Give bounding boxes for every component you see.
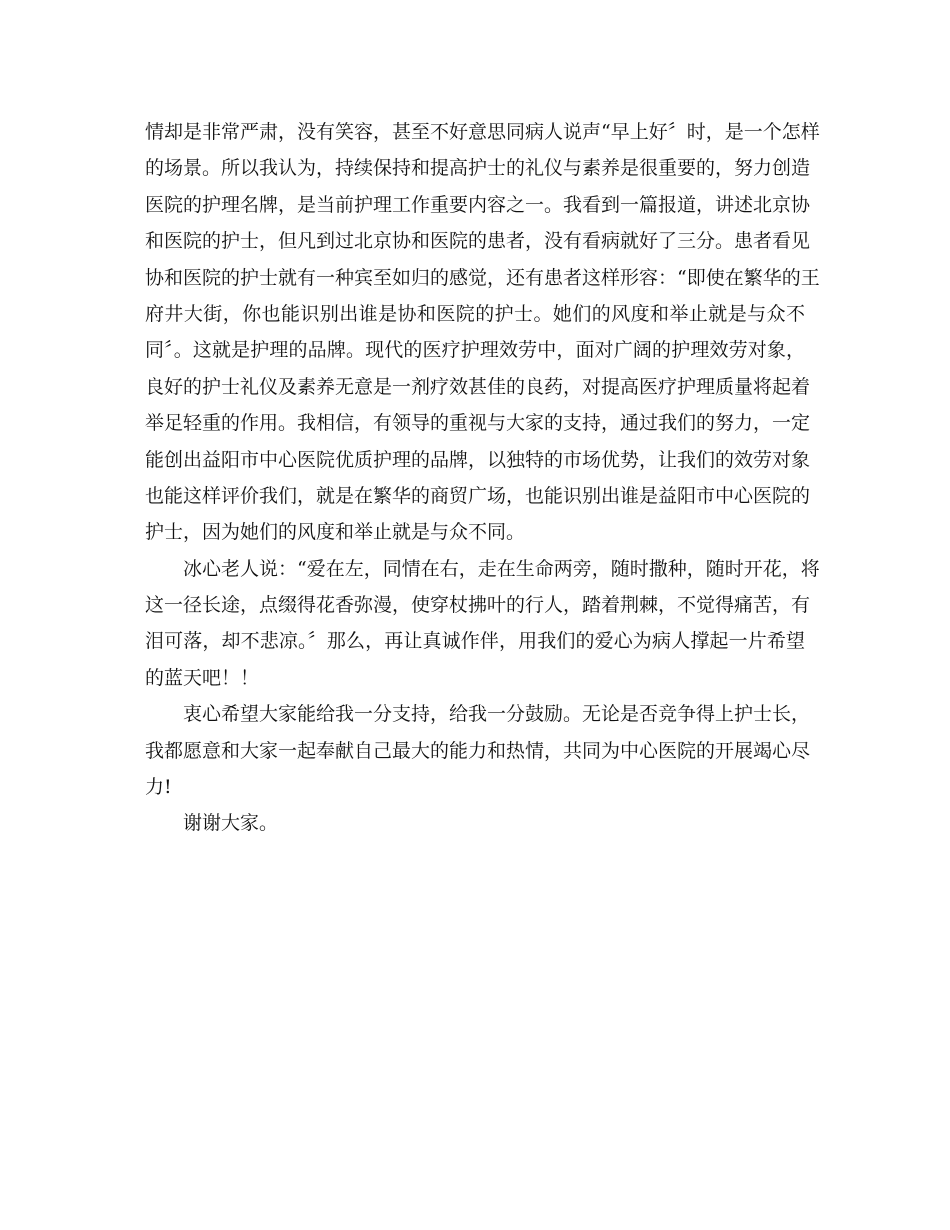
text-line: 举足轻重的作用。我相信，有领导的重视与大家的支持，通过我们的努力，一定 [145,412,811,435]
text-line: 衷心希望大家能给我一分支持，给我一分鼓励。无论是否竞争得上护士长， [183,703,811,726]
text-line: 的场景。所以我认为，持续保持和提高护士的礼仪与素养是很重要的，努力创造 [145,157,811,180]
text-line: 我都愿意和大家一起奉献自己最大的能力和热情，共同为中心医院的开展竭心尽 [145,739,811,762]
text-line: 同〞。这就是护理的品牌。现代的医疗护理效劳中，面对广阔的护理效劳对象， [145,339,805,362]
text-line: 能创出益阳市中心医院优质护理的品牌，以独特的市场优势，让我们的效劳对象 [145,448,811,471]
text-line: 良好的护士礼仪及素养无意是一剂疗效甚佳的良药，对提高医疗护理质量将起着 [145,375,811,398]
paragraph-3 [145,696,811,805]
text-line: 也能这样评价我们，就是在繁华的商贸广场，也能识别出谁是益阳市中心医院的 [145,484,811,507]
text-line: 府井大街，你也能识别出谁是协和医院的护士。她们的风度和举止就是与众不 [145,302,805,325]
text-line: 力! [145,776,172,799]
text-line: 这一径长途，点缀得花香弥漫，使穿杖拂叶的行人，踏着荆棘，不觉得痛苦，有 [145,594,811,617]
text-line: 的蓝天吧！！ [145,666,260,689]
paragraph-1 [145,114,820,551]
text-line: 护士，因为她们的风度和举止就是与众不同。 [145,521,526,544]
text-line: 医院的护理名牌，是当前护理工作重要内容之一。我看到一篇报道，讲述北京协 [145,193,811,216]
paragraph-4 [145,805,805,841]
paragraph-2 [145,551,820,697]
text-line: 谢谢大家。 [183,812,279,835]
text-line: 情却是非常严肃，没有笑容，甚至不好意思同病人说声“早上好〞时，是一个怎样 [145,121,820,143]
text-line: 冰心老人说：“爱在左，同情在右，走在生命两旁，随时撒种，随时开花，将 [183,557,820,580]
text-line: 泪可落，却不悲凉。〞那么，再让真诚作伴，用我们的爱心为病人撑起一片希望 [145,630,805,653]
text-line: 协和医院的护士就有一种宾至如归的感觉，还有患者这样形容：“即使在繁华的王 [145,266,820,289]
text-line: 和医院的护士，但凡到过北京协和医院的患者，没有看病就好了三分。患者看见 [145,230,811,253]
document-body [145,114,820,842]
